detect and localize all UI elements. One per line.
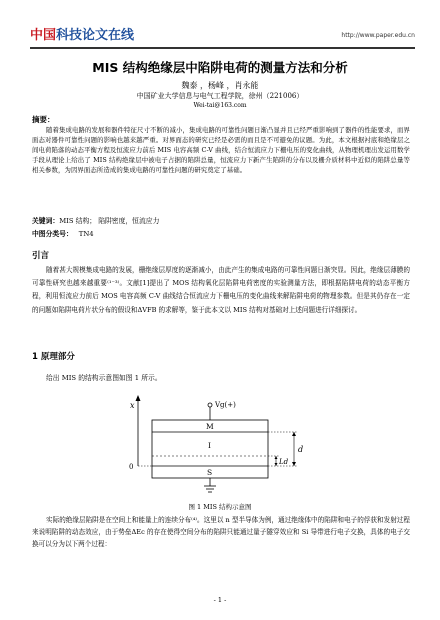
- site-logo: [30, 24, 134, 43]
- dim-part-arrow-top: [275, 456, 278, 459]
- classification-value: TN4: [78, 230, 94, 238]
- page-header: [30, 24, 415, 46]
- header-rule: [30, 47, 415, 49]
- section-intro-title: 引言: [32, 251, 50, 261]
- origin-label: 0: [129, 463, 134, 471]
- author-email: Wei-tai@163.com: [193, 102, 247, 109]
- section-principle-intro: 给出 MIS 的结构示意图如图 1 所示。: [46, 374, 162, 382]
- paper-authors: 魏泰 ，杨峰 ，肖永能: [181, 81, 259, 90]
- layer-semiconductor-label: S: [207, 468, 213, 477]
- page-number: - 1 -: [213, 596, 227, 604]
- mis-structure-diagram: [120, 390, 320, 498]
- layer-insulator-label: I: [208, 441, 211, 450]
- keywords-line: [32, 215, 159, 225]
- gate-terminal: [208, 403, 212, 407]
- paper-title: MIS 结构绝缘层中陷阱电荷的测量方法和分析: [92, 60, 348, 75]
- x-axis-label: x: [130, 401, 135, 410]
- abstract-heading: 摘要：: [32, 115, 55, 124]
- classification-label: 中图分类号：: [32, 230, 73, 238]
- dim-part-arrow-bottom: [275, 463, 278, 466]
- abstract-body: 随着集成电路的发展和器件特征尺寸不断的减小，集成电路的可靠性问题日渐凸显并且已经严重影响到了器件的性能要求，而界面态对器件可靠性问题的影响也越来越严重。对界面态的研究已经是必需的而且是不可避免的议题。为此，本文根据衬底和绝缘层之间电荷陷落的动态平衡方程及恒流应力前后 MIS 电容高频 C-V 曲线，结合恒流应力下栅电压的变化曲线，从物理机理出发运用数学手段从理论上给出了 MIS 结构绝缘层中被电子占据的陷阱总量，恒流应力下新产生陷阱的分布以及栅介质材料中近似的陷阱总量等相关参数，为因界面态所造成的集成电路的可靠性问题的研究奠定了基础。: [32, 126, 410, 174]
- dim-total-arrow-bottom: [292, 462, 296, 466]
- site-url[interactable]: http://www.paper.edu.cn: [341, 32, 415, 39]
- dim-total-label: d: [298, 445, 304, 454]
- x-axis-arrowhead: [136, 395, 141, 401]
- abstract-text: [32, 125, 410, 175]
- dim-part-label: Ld: [279, 458, 289, 466]
- logo-part2: 科技论文在线: [56, 28, 135, 43]
- logo-part1: 中国: [30, 28, 57, 43]
- section-principle-title: 1 原理部分: [32, 352, 75, 362]
- section-intro-text: 随着甚大规模集成电路的发展，栅绝缘层厚度的逐渐减小，由此产生的集成电路的可靠性问题日渐突显。因此，绝缘层薄膜的可靠性研究也越来越重要⁽¹⁻³⁾。文献[1]提出了 MOS 结构氧化层陷阱电荷密度的实验测量方法，即根据陷阱电荷的动态平衡方程，利用恒流应力前后 MOS 电容高频 C-V 曲线结合恒流应力下栅电压的变化曲线来解陷阱电荷的物理参数。但是其仍存在一定的问题如陷阱电荷片状分布的假设和ΔVFB 的求解等，鉴于此本文以 MIS 结构对基础对上述问题进行详细探讨。: [32, 266, 410, 314]
- gate-label: Vg(+): [215, 401, 236, 409]
- figure-caption: 图 1 MIS 结构示意图: [188, 503, 252, 511]
- layer-metal-label: M: [206, 422, 214, 431]
- keywords-label: 关键词：: [32, 217, 60, 225]
- keywords-value: MIS 结构； 陷阱密度，恒流应力: [59, 217, 160, 225]
- body-text: 实际的绝缘层陷阱是在空间上和能量上的连续分布⁽⁴⁾。这里以 n 型半导体为例，通过绝缘体中的陷阱和电子的俘获和发射过程来说明陷阱的动态效应，由于势垒ΔEc 的存在使得空间分布的陷阱只能通过量子隧穿效应和 Si 导带进行电子交换，具体的电子交换可以分为以下两个过程：: [32, 516, 410, 549]
- dim-total-arrow-top: [292, 432, 296, 436]
- paper-affiliation: 中国矿业大学信息与电气工程学院，徐州（221006）: [136, 92, 304, 100]
- classification-line: [32, 228, 94, 238]
